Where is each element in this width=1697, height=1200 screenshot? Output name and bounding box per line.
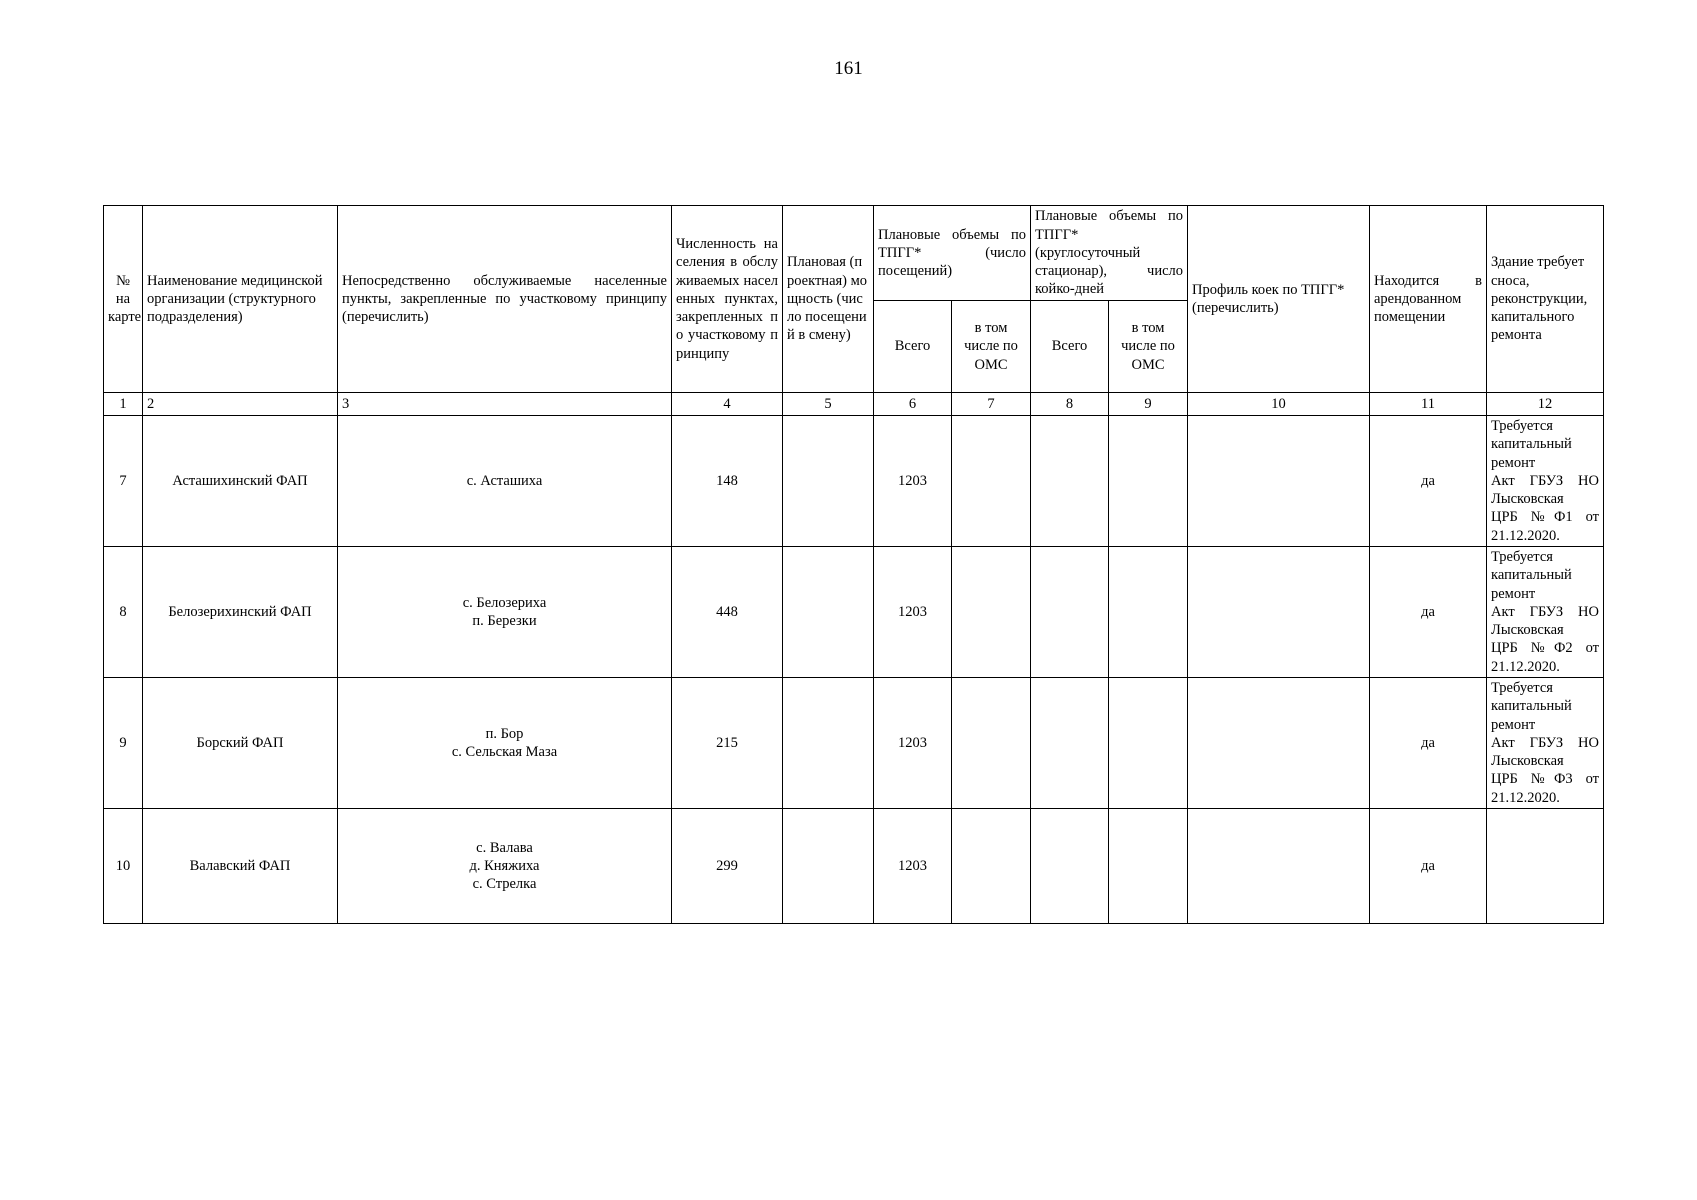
visits-total: 1203 [874,678,952,809]
header-building-condition: Здание требует сноса, реконструкции, капитального ремонта [1487,206,1604,393]
header-visits-total: Всего [874,301,952,393]
map-number: 8 [104,547,143,678]
organization-name: Асташихинский ФАП [143,416,338,547]
table-row [104,678,1604,809]
remark-line: Требуется [1491,680,1553,696]
header-rented: Находится в арендованном помещении [1370,206,1487,393]
settlement: п. Березки [472,613,537,629]
column-number-row [104,393,1604,416]
remark-line: ремонт [1491,716,1536,733]
capacity [783,809,874,924]
header-population: Численность населения в обслуживаемых населенных пунктах, закрепленных по участковому принципу [672,206,783,393]
settlements [338,547,672,678]
table-row [104,416,1604,547]
header-beds-total: Всего [1031,301,1109,393]
settlement: с. Валава [476,839,533,856]
rented: да [1370,547,1487,678]
remark-line: 21.12.2020. [1491,789,1560,806]
map-number: 9 [104,678,143,809]
header-settlements: Непосредственно обслуживаемые населенные пункты, закрепленные по участковому принципу (перечислить) [338,206,672,393]
visits-oms [952,547,1031,678]
remark-line: Лысковская [1491,491,1564,508]
settlement: с. Сельская Маза [451,744,558,760]
bed-profile [1188,416,1370,547]
population: 448 [672,547,783,678]
remark-line: ЦРБ №Ф2 от [1491,640,1599,657]
beds-oms [1109,547,1188,678]
column-number: 9 [1109,393,1188,416]
settlement: с. Стрелка [472,876,537,893]
column-number: 2 [143,393,338,416]
capacity [783,416,874,547]
header-map-number: № на карте [104,206,143,393]
remark-line: Акт ГБУЗ НО [1491,734,1599,751]
column-number: 4 [672,393,783,416]
organization-name: Борский ФАП [143,678,338,809]
bed-profile [1188,678,1370,809]
page-number: 161 [834,58,863,79]
remark-line: ремонт [1491,585,1536,602]
column-number: 12 [1487,393,1604,416]
remark-line: Лысковская [1491,753,1564,770]
capacity [783,678,874,809]
remark-line: капитальный [1491,436,1572,453]
remark-line: ЦРБ №Ф1 от [1491,509,1599,526]
beds-oms [1109,678,1188,809]
visits-oms [952,809,1031,924]
beds-oms [1109,809,1188,924]
settlements [338,678,672,809]
column-number: 8 [1031,393,1109,416]
beds-oms [1109,416,1188,547]
remark-line: ЦРБ №Ф3 от [1491,771,1599,788]
header-beds-group: Плановые объемы по ТПГГ* (круглосуточный стационар), число койко-дней [1031,206,1188,301]
population: 215 [672,678,783,809]
map-number: 7 [104,416,143,547]
header-capacity: Плановая (проектная) мощность (число посещений в смену) [783,206,874,393]
settlement: д. Княжиха [469,857,540,874]
visits-oms [952,678,1031,809]
beds-total [1031,416,1109,547]
settlement: п. Бор [485,725,524,742]
bed-profile [1188,809,1370,924]
rented: да [1370,416,1487,547]
organization-name: Валавский ФАП [143,809,338,924]
remark-line: Требуется [1491,418,1553,434]
settlement: с. Белозериха [462,594,547,611]
settlements [338,809,672,924]
facilities-table [103,205,1604,924]
table-row [104,547,1604,678]
remark-line: 21.12.2020. [1491,527,1560,544]
column-number: 11 [1370,393,1487,416]
remark-line: капитальный [1491,698,1572,715]
column-number: 1 [104,393,143,416]
header-visits-group: Плановые объемы по ТПГГ* (число посещений) [874,206,1031,301]
remark-line: Акт ГБУЗ НО [1491,472,1599,489]
column-number: 7 [952,393,1031,416]
visits-oms [952,416,1031,547]
capacity [783,547,874,678]
remark-line: ремонт [1491,454,1536,471]
remark-line: Требуется [1491,549,1553,565]
bed-profile [1188,547,1370,678]
header-beds-oms: в том числе по ОМС [1109,301,1188,393]
settlement: с. Асташиха [466,472,543,489]
header-bed-profile: Профиль коек по ТПГГ* (перечислить) [1188,206,1370,393]
beds-total [1031,547,1109,678]
building-condition [1487,416,1604,547]
population: 148 [672,416,783,547]
building-condition [1487,809,1604,924]
map-number: 10 [104,809,143,924]
visits-total: 1203 [874,416,952,547]
column-number: 5 [783,393,874,416]
remark-line: Лысковская [1491,622,1564,639]
column-number: 6 [874,393,952,416]
header-organization-name: Наименование медицинской организации (структурного подразделения) [143,206,338,393]
beds-total [1031,809,1109,924]
visits-total: 1203 [874,809,952,924]
header-visits-oms: в том числе по ОМС [952,301,1031,393]
building-condition [1487,547,1604,678]
column-number: 10 [1188,393,1370,416]
organization-name: Белозерихинский ФАП [143,547,338,678]
rented: да [1370,809,1487,924]
rented: да [1370,678,1487,809]
column-number: 3 [338,393,672,416]
table-row [104,809,1604,924]
settlements [338,416,672,547]
remark-line: Акт ГБУЗ НО [1491,603,1599,620]
population: 299 [672,809,783,924]
visits-total: 1203 [874,547,952,678]
beds-total [1031,678,1109,809]
remark-line: капитальный [1491,567,1572,584]
remark-line: 21.12.2020. [1491,658,1560,675]
building-condition [1487,678,1604,809]
